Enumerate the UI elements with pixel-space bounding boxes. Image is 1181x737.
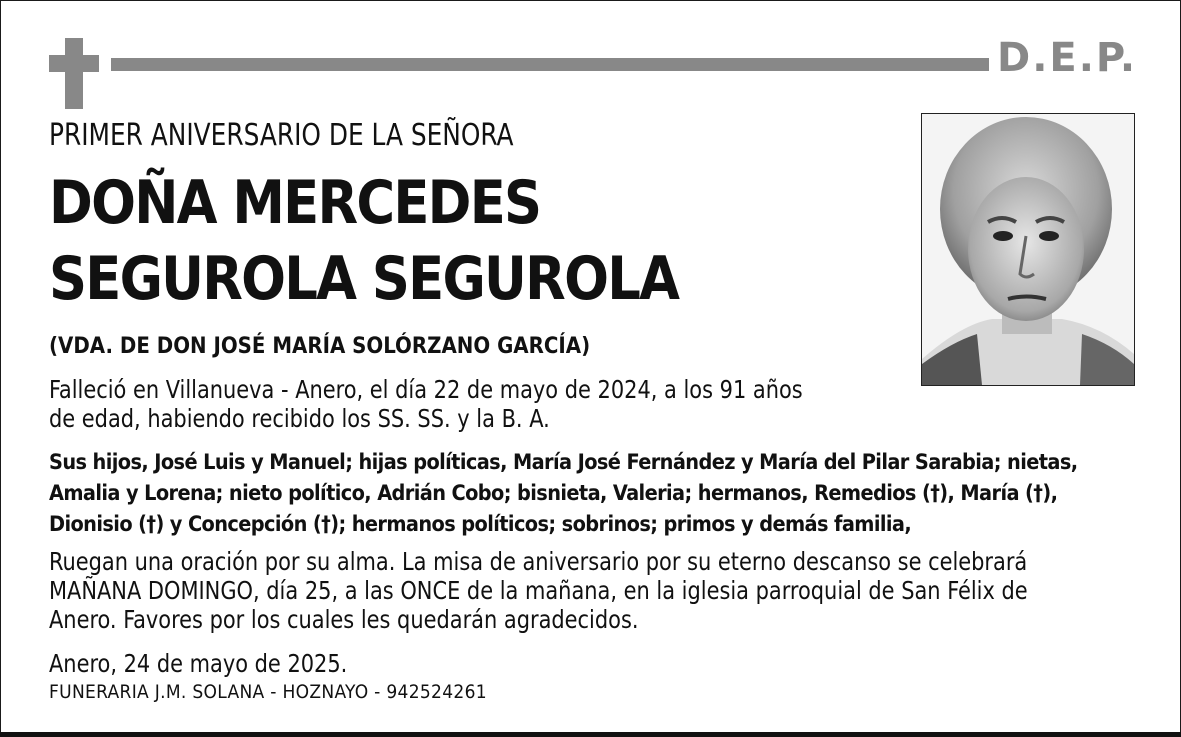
funeral-home: FUNERARIA J.M. SOLANA - HOZNAYO - 942524261: [49, 681, 487, 703]
mass-line: Ruegan una oración por su alma. La misa de aniversario por su eterno descanso se celebrará: [49, 547, 1028, 576]
dep-label: D.E.P.: [997, 35, 1138, 81]
family-line: Sus hijos, José Luis y Manuel; hijas políticas, María José Fernández y María del Pilar Sarabia; nietas,: [49, 450, 1078, 475]
widow-of-line: (VDA. DE DON JOSÉ MARÍA SOLÓRZANO GARCÍA): [49, 334, 591, 359]
place-date: Anero, 24 de mayo de 2025.: [49, 649, 348, 678]
deceased-name-line-2: SEGUROLA SEGUROLA: [49, 244, 679, 314]
portrait-image: [922, 114, 1134, 385]
bottom-border: [0, 732, 1181, 737]
cross-icon-bar: [49, 55, 99, 72]
family-line: Amalia y Lorena; nieto político, Adrián Cobo; bisnieta, Valeria; hermanos, Remedios (†), María (†),: [49, 481, 1058, 506]
family-paragraph: [49, 447, 1078, 540]
deceased-name-line-1: DOÑA MERCEDES: [49, 168, 541, 238]
death-paragraph: [49, 375, 803, 433]
death-line: de edad, habiendo recibido los SS. SS. y la B. A.: [49, 404, 550, 433]
anniversary-intro: PRIMER ANIVERSARIO DE LA SEÑORA: [49, 118, 514, 153]
mass-line: Anero. Favores por los cuales les quedarán agradecidos.: [49, 605, 639, 634]
cross-icon: [65, 38, 83, 109]
family-line: Dionisio (†) y Concepción (†); hermanos políticos; sobrinos; primos y demás familia,: [49, 512, 912, 537]
header-rule: [111, 58, 989, 71]
mass-paragraph: [49, 547, 1028, 634]
death-line: Falleció en Villanueva - Anero, el día 22 de mayo de 2024, a los 91 años: [49, 375, 803, 404]
portrait-photo: [921, 113, 1135, 386]
mass-line: MAÑANA DOMINGO, día 25, a las ONCE de la mañana, en la iglesia parroquial de San Félix de: [49, 576, 1028, 605]
